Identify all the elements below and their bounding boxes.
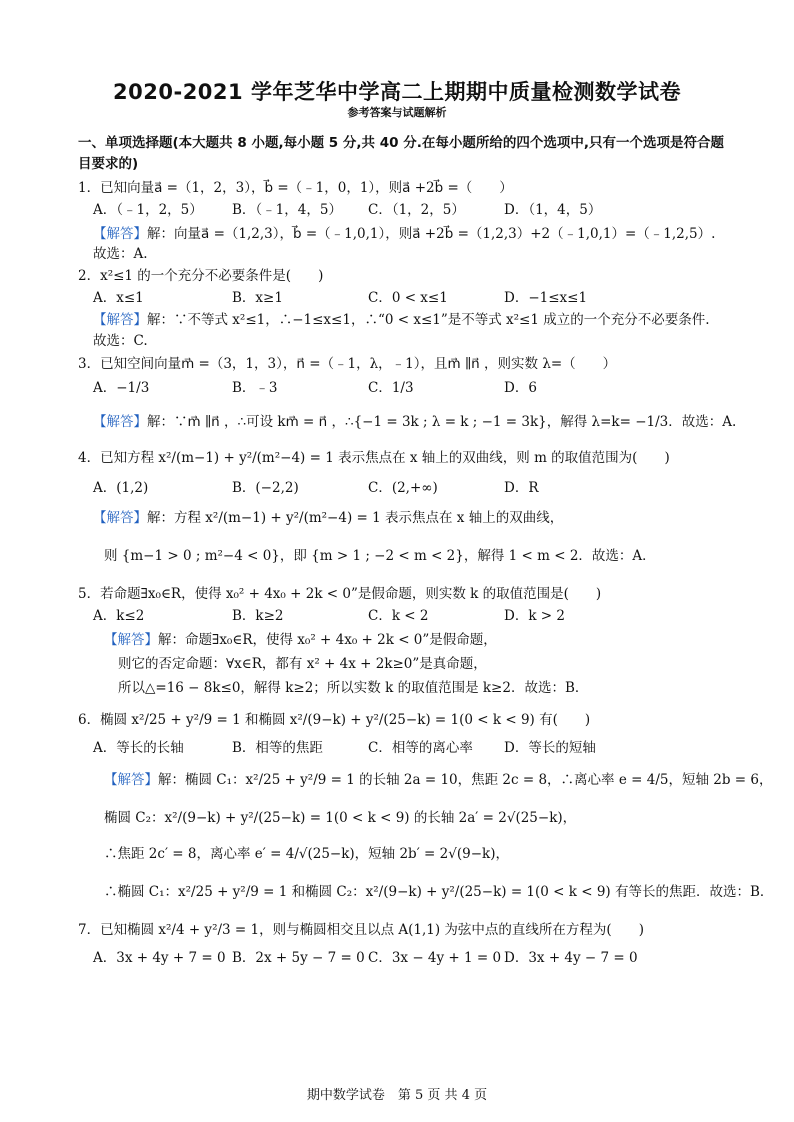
question-3-stem: 3．已知空间向量m⃗ =（3，1，3），n⃗ =（﹣1，λ，﹣1），且m⃗ ∥n⃗ ，则实数 λ=（ ） <box>78 356 617 372</box>
question-1-option-b: B．（﹣1，4，5） <box>232 202 342 218</box>
question-1-option-d: D．（1，4，5） <box>504 202 602 218</box>
question-5-option-d: D．k > 2 <box>504 608 565 624</box>
question-1-answer <box>93 222 715 242</box>
question-2-option-c: C．0 < x≤1 <box>368 290 448 306</box>
question-3-option-c: C．1/3 <box>368 380 414 396</box>
answer-tag: 【解答】 <box>104 632 158 648</box>
question-2-option-b: B．x≥1 <box>232 290 283 306</box>
answer-tag: 【解答】 <box>104 772 158 788</box>
question-6-answer-line-2: 椭圆 C₂：x²/(9−k) + y²/(25−k) = 1(0 < k < 9) 的长轴 2a′ = 2√(25−k)， <box>104 810 577 826</box>
question-5-answer <box>104 628 497 648</box>
question-4-option-b: B．(−2,2) <box>232 480 299 496</box>
answer-line: 解：方程 x²/(m−1) + y²/(m²−4) = 1 表示焦点在 x 轴上的双曲线， <box>147 510 564 526</box>
question-4-stem: 4．已知方程 x²/(m−1) + y²/(m²−4) = 1 表示焦点在 x 轴上的双曲线，则 m 的取值范围为( ) <box>78 450 670 466</box>
question-6-answer <box>104 768 772 788</box>
page-subtitle: 参考答案与试题解析 <box>347 106 447 119</box>
question-2-option-a: A．x≤1 <box>93 290 144 306</box>
question-3-answer <box>93 410 736 430</box>
answer-line: 解：椭圆 C₁：x²/25 + y²/9 = 1 的长轴 2a = 10，焦距 2c = 8，∴离心率 e = 4/5，短轴 2b = 6， <box>158 772 773 788</box>
question-7-option-a: A．3x + 4y + 7 = 0 <box>93 950 226 966</box>
question-5-answer-line-2: 则它的否定命题：∀x∈R，都有 x² + 4x + 2k≥0”是真命题， <box>118 656 487 672</box>
question-5-stem: 5．若命题∃x₀∈R，使得 x₀² + 4x₀ + 2k < 0”是假命题，则实数 k 的取值范围是( ) <box>78 586 602 602</box>
question-7-stem: 7．已知椭圆 x²/4 + y²/3 = 1，则与椭圆相交且以点 A(1,1) 为弦中点的直线所在方程为( ) <box>78 922 644 938</box>
question-4-option-c: C．(2,+∞) <box>368 480 438 496</box>
answer-line: 解：向量a⃗ =（1,2,3），b⃗ =（﹣1,0,1），则a⃗ +2b⃗ =（1,2,3）+2（﹣1,0,1）=（﹣1,2,5）. <box>147 226 716 242</box>
question-4-answer <box>93 506 563 526</box>
question-6-stem: 6．椭圆 x²/25 + y²/9 = 1 和椭圆 x²/(9−k) + y²/(25−k) = 1(0 < k < 9) 有( ) <box>78 712 591 728</box>
question-6-option-c: C．相等的离心率 <box>368 740 473 756</box>
question-2-stem: 2．x²≤1 的一个充分不必要条件是( ) <box>78 268 324 284</box>
question-2-answer-line-2: 故选：C. <box>93 333 148 349</box>
question-3-option-b: B．﹣3 <box>232 380 278 396</box>
question-5-option-a: A．k≤2 <box>93 608 145 624</box>
question-6-option-a: A．等长的长轴 <box>93 740 184 756</box>
question-2-answer <box>93 308 710 328</box>
answer-line: 解：∵m⃗ ∥n⃗ ，∴可设 km⃗ = n⃗ ，∴{−1 = 3k ; λ = k ; −1 = 3k}，解得 λ=k= −1/3．故选：A. <box>147 414 737 430</box>
question-1-answer-line-2: 故选：A. <box>93 246 148 262</box>
question-7-option-d: D．3x + 4y − 7 = 0 <box>504 950 638 966</box>
question-4-answer-line-2: 则 {m−1 > 0 ; m²−4 < 0}，即 {m > 1 ; −2 < m < 2}，解得 1 < m < 2．故选：A． <box>104 548 656 564</box>
question-4-option-d: D．R <box>504 480 539 496</box>
answer-line: 解：命题∃x₀∈R，使得 x₀² + 4x₀ + 2k < 0”是假命题， <box>158 632 497 648</box>
question-5-option-c: C．k < 2 <box>368 608 429 624</box>
question-6-option-d: D．等长的短轴 <box>504 740 596 756</box>
question-1-stem: 1．已知向量a⃗ =（1，2，3），b⃗ =（﹣1，0，1），则a⃗ +2b⃗ =（ ） <box>78 180 513 196</box>
question-7-option-c: C．3x − 4y + 1 = 0 <box>368 950 502 966</box>
question-6-answer-line-4: ∴椭圆 C₁：x²/25 + y²/9 = 1 和椭圆 C₂：x²/(9−k) + y²/(25−k) = 1(0 < k < 9) 有等长的焦距．故选：B． <box>104 884 774 900</box>
question-1-option-a: A．（﹣1，2，5） <box>93 202 203 218</box>
question-3-option-a: A．−1/3 <box>93 380 150 396</box>
question-1-option-c: C．（1，2，5） <box>368 202 465 218</box>
question-6-answer-line-3: ∴焦距 2c′ = 8，离心率 e′ = 4/√(25−k)，短轴 2b′ = 2√(9−k)， <box>104 846 509 862</box>
answer-tag: 【解答】 <box>93 510 147 526</box>
question-5-option-b: B．k≥2 <box>232 608 284 624</box>
page-title: 2020-2021 学年芝华中学高二上期期中质量检测数学试卷 <box>113 80 681 104</box>
question-2-option-d: D．−1≤x≤1 <box>504 290 588 306</box>
section-heading: 一、单项选择题(本大题共 8 小题,每小题 5 分,共 40 分.在每小题所给的四个选项中,只有一个选项是符合题目要求的) <box>78 135 724 172</box>
question-7-option-b: B．2x + 5y − 7 = 0 <box>232 950 365 966</box>
answer-tag: 【解答】 <box>93 226 147 242</box>
question-4-option-a: A．(1,2) <box>93 480 149 496</box>
page-footer: 期中数学试卷 第 5 页 共 4 页 <box>306 1088 488 1103</box>
answer-tag: 【解答】 <box>93 414 147 430</box>
question-3-option-d: D．6 <box>504 380 537 396</box>
answer-tag: 【解答】 <box>93 312 147 328</box>
question-6-option-b: B．相等的焦距 <box>232 740 323 756</box>
question-5-answer-line-3: 所以△=16 − 8k≤0，解得 k≥2；所以实数 k 的取值范围是 k≥2．故选：B． <box>118 680 589 696</box>
answer-line: 解：∵不等式 x²≤1，∴−1≤x≤1，∴“0 < x≤1”是不等式 x²≤1 成立的一个充分不必要条件. <box>147 312 710 328</box>
